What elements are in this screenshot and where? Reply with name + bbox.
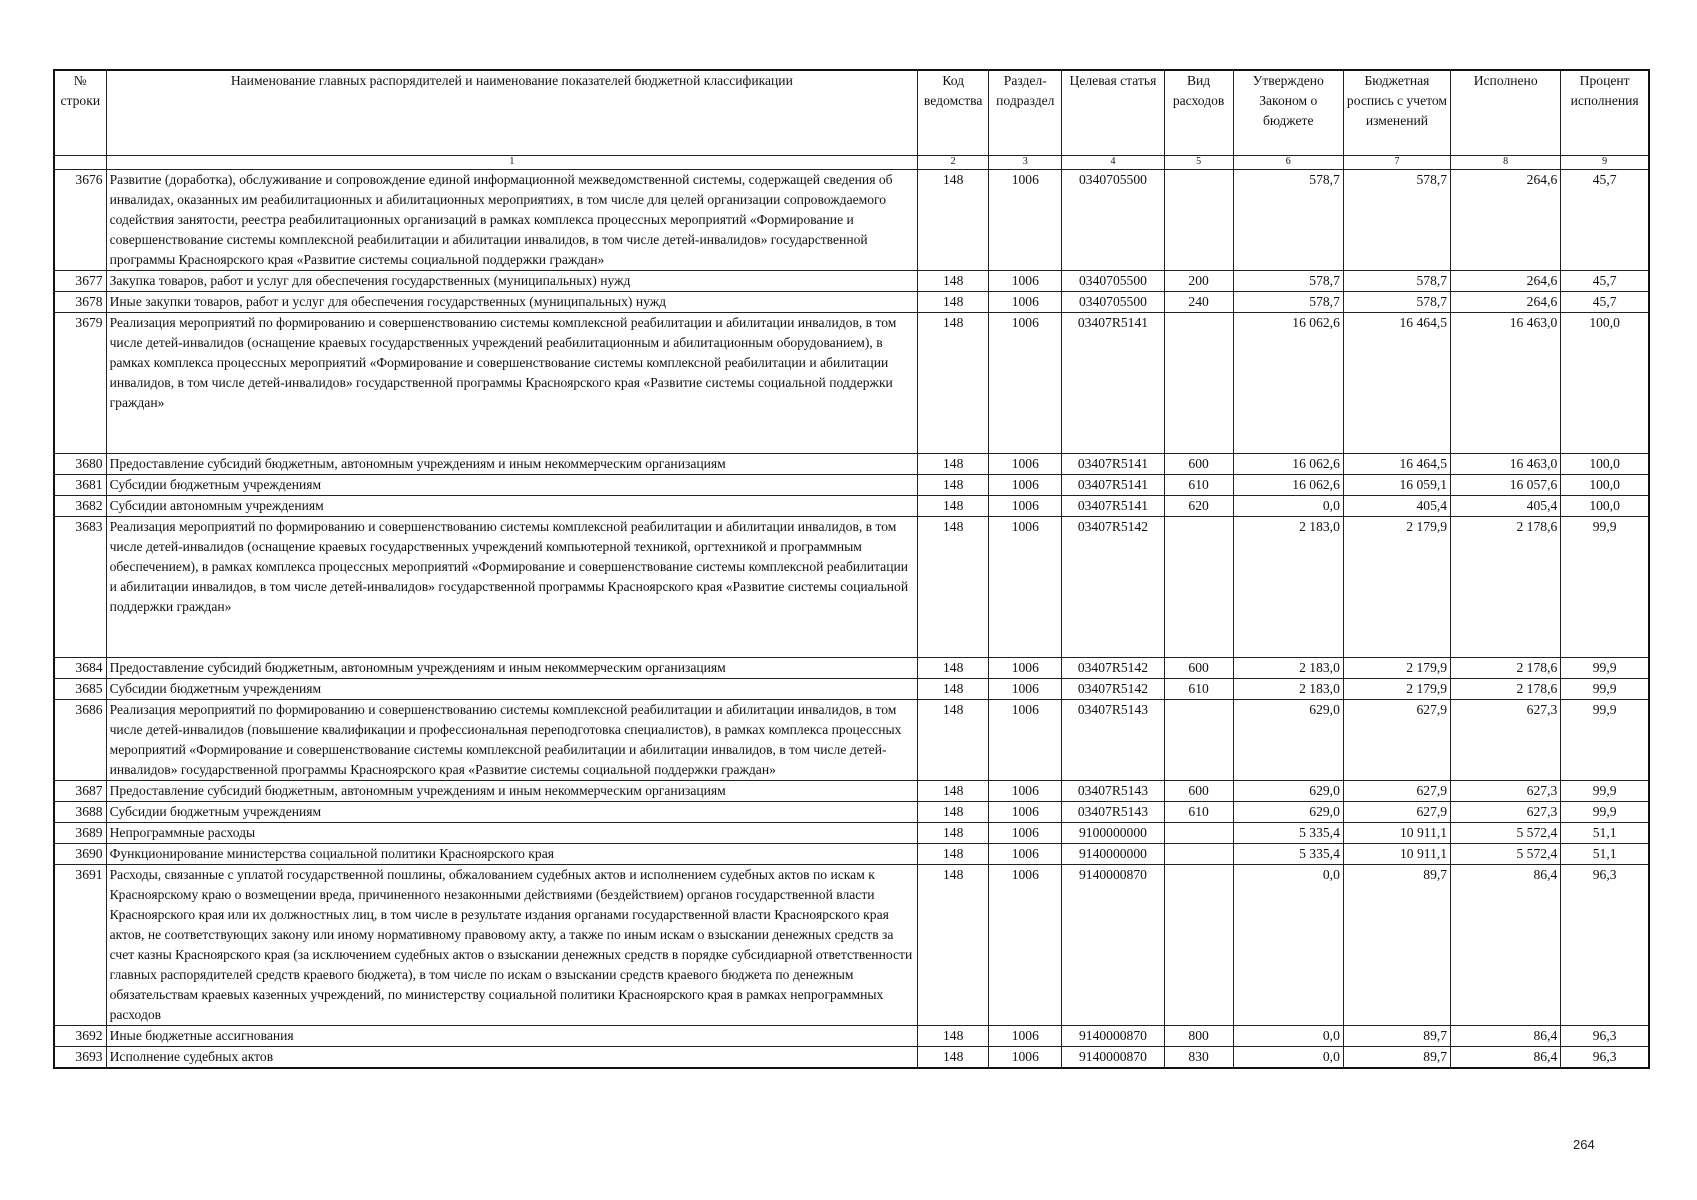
row-percent: 51,1 xyxy=(1561,844,1649,865)
table-header xyxy=(54,70,1649,170)
row-expense-type xyxy=(1164,865,1233,1026)
row-agency-code: 148 xyxy=(918,679,989,700)
row-name: Предоставление субсидий бюджетным, автономным учреждениям и иным некоммерческим организациям xyxy=(106,781,918,802)
row-number: 3682 xyxy=(54,496,106,517)
header-expense-type: Вид расходов xyxy=(1164,70,1233,156)
row-executed: 86,4 xyxy=(1451,1026,1561,1047)
row-approved: 629,0 xyxy=(1233,700,1343,781)
row-target: 03407R5142 xyxy=(1062,679,1164,700)
row-executed: 627,3 xyxy=(1451,781,1561,802)
row-name: Реализация мероприятий по формированию и совершенствованию системы комплексной реабилитации и абилитации инвалидов, в том числе детей-инвалидов (повышение квалификации и профессиональная переподготовка специалистов), в рамках комплекса процессных мероприятий «Формирование и совершенствование системы комплексной реабилитации и абилитации инвалидов, в том числе детей-инвалидов» государственной программы Красноярского края «Развитие системы социальной поддержки граждан» xyxy=(106,700,918,781)
row-percent: 100,0 xyxy=(1561,475,1649,496)
row-number: 3683 xyxy=(54,517,106,658)
table-body xyxy=(54,170,1649,1069)
table-row xyxy=(54,170,1649,271)
row-approved: 2 183,0 xyxy=(1233,517,1343,658)
row-percent: 96,3 xyxy=(1561,1026,1649,1047)
row-executed: 2 178,6 xyxy=(1451,658,1561,679)
row-executed: 16 463,0 xyxy=(1451,313,1561,454)
row-agency-code: 148 xyxy=(918,496,989,517)
row-agency-code: 148 xyxy=(918,1026,989,1047)
row-approved: 629,0 xyxy=(1233,802,1343,823)
row-budget: 16 464,5 xyxy=(1343,454,1450,475)
row-section: 1006 xyxy=(989,802,1062,823)
row-approved: 16 062,6 xyxy=(1233,313,1343,454)
row-expense-type: 600 xyxy=(1164,781,1233,802)
header-executed: Исполнено xyxy=(1451,70,1561,156)
row-name: Непрограммные расходы xyxy=(106,823,918,844)
table-row xyxy=(54,700,1649,781)
row-section: 1006 xyxy=(989,658,1062,679)
row-percent: 99,9 xyxy=(1561,802,1649,823)
header-approved: Утверждено Законом о бюджете xyxy=(1233,70,1343,156)
row-agency-code: 148 xyxy=(918,844,989,865)
row-agency-code: 148 xyxy=(918,1047,989,1069)
row-budget: 578,7 xyxy=(1343,170,1450,271)
row-target: 0340705500 xyxy=(1062,271,1164,292)
row-agency-code: 148 xyxy=(918,865,989,1026)
row-number: 3687 xyxy=(54,781,106,802)
row-number: 3689 xyxy=(54,823,106,844)
row-budget: 2 179,9 xyxy=(1343,658,1450,679)
row-name: Иные бюджетные ассигнования xyxy=(106,1026,918,1047)
row-expense-type xyxy=(1164,823,1233,844)
row-agency-code: 148 xyxy=(918,700,989,781)
row-expense-type: 830 xyxy=(1164,1047,1233,1069)
row-percent: 99,9 xyxy=(1561,517,1649,658)
row-section: 1006 xyxy=(989,454,1062,475)
row-expense-type xyxy=(1164,700,1233,781)
row-executed: 86,4 xyxy=(1451,865,1561,1026)
row-approved: 578,7 xyxy=(1233,170,1343,271)
header-agency-code: Код ведомства xyxy=(918,70,989,156)
row-approved: 629,0 xyxy=(1233,781,1343,802)
table-row xyxy=(54,781,1649,802)
row-number: 3678 xyxy=(54,292,106,313)
row-percent: 45,7 xyxy=(1561,170,1649,271)
table-row xyxy=(54,475,1649,496)
row-section: 1006 xyxy=(989,271,1062,292)
row-budget: 16 464,5 xyxy=(1343,313,1450,454)
row-expense-type: 610 xyxy=(1164,475,1233,496)
row-number: 3685 xyxy=(54,679,106,700)
row-expense-type: 600 xyxy=(1164,658,1233,679)
row-approved: 5 335,4 xyxy=(1233,844,1343,865)
header-name: Наименование главных распорядителей и наименование показателей бюджетной классификации xyxy=(106,70,918,156)
table-row xyxy=(54,823,1649,844)
row-target: 03407R5143 xyxy=(1062,781,1164,802)
table-row xyxy=(54,313,1649,454)
row-expense-type: 600 xyxy=(1164,454,1233,475)
header-percent: Процент исполнения xyxy=(1561,70,1649,156)
row-target: 9100000000 xyxy=(1062,823,1164,844)
table-row xyxy=(54,496,1649,517)
row-section: 1006 xyxy=(989,475,1062,496)
row-number: 3690 xyxy=(54,844,106,865)
row-approved: 2 183,0 xyxy=(1233,679,1343,700)
row-section: 1006 xyxy=(989,496,1062,517)
row-target: 03407R5143 xyxy=(1062,802,1164,823)
row-name: Расходы, связанные с уплатой государственной пошлины, обжалованием судебных актов и исполнением судебных актов по искам к Красноярскому краю о возмещении вреда, причиненного незаконными действиями (бездействием) органов государственной власти Красноярского края или их должностных лиц, в том числе в результате издания органами государственной власти Красноярского края актов, не соответствующих закону или иному нормативному правовому акту, а также по иным искам о взыскании денежных средств за счет казны Красноярского края (за исключением судебных актов о взыскании денежных средств в порядке субсидиарной ответственности главных распорядителей средств краевого бюджета), в том числе по искам о взыскании средств краевого бюджета по денежным обязательствам краевых казенных учреждений, по министерству социальной политики Красноярского края в рамках непрограммных расходов xyxy=(106,865,918,1026)
row-name: Реализация мероприятий по формированию и совершенствованию системы комплексной реабилитации и абилитации инвалидов, в том числе детей-инвалидов (оснащение краевых государственных учреждений компьютерной техникой, оргтехникой и программным обеспечением), в рамках комплекса процессных мероприятий «Формирование и совершенствование системы комплексной реабилитации и абилитации инвалидов, в том числе детей-инвалидов» государственной программы Красноярского края «Развитие системы социальной поддержки граждан» xyxy=(106,517,918,658)
row-target: 9140000870 xyxy=(1062,865,1164,1026)
row-percent: 45,7 xyxy=(1561,271,1649,292)
row-expense-type: 200 xyxy=(1164,271,1233,292)
row-target: 0340705500 xyxy=(1062,292,1164,313)
row-number: 3679 xyxy=(54,313,106,454)
row-name: Закупка товаров, работ и услуг для обеспечения государственных (муниципальных) нужд xyxy=(106,271,918,292)
row-approved: 2 183,0 xyxy=(1233,658,1343,679)
row-percent: 45,7 xyxy=(1561,292,1649,313)
row-number: 3676 xyxy=(54,170,106,271)
row-approved: 0,0 xyxy=(1233,1026,1343,1047)
row-section: 1006 xyxy=(989,313,1062,454)
column-number: 5 xyxy=(1164,156,1233,170)
column-number: 9 xyxy=(1561,156,1649,170)
table-row xyxy=(54,802,1649,823)
table-row xyxy=(54,292,1649,313)
row-approved: 0,0 xyxy=(1233,496,1343,517)
column-number: 6 xyxy=(1233,156,1343,170)
row-number: 3680 xyxy=(54,454,106,475)
row-budget: 578,7 xyxy=(1343,292,1450,313)
row-target: 03407R5141 xyxy=(1062,475,1164,496)
row-target: 9140000870 xyxy=(1062,1047,1164,1069)
row-number: 3693 xyxy=(54,1047,106,1069)
row-executed: 627,3 xyxy=(1451,802,1561,823)
row-number: 3677 xyxy=(54,271,106,292)
row-section: 1006 xyxy=(989,823,1062,844)
row-expense-type xyxy=(1164,313,1233,454)
row-name: Реализация мероприятий по формированию и совершенствованию системы комплексной реабилитации и абилитации инвалидов, в том числе детей-инвалидов (оснащение краевых государственных учреждений реабилитационным и абилитационным оборудованием), в рамках комплекса процессных мероприятий «Формирование и совершенствование системы комплексной реабилитации и абилитации инвалидов, в том числе детей-инвалидов» государственной программы Красноярского края «Развитие системы социальной поддержки граждан» xyxy=(106,313,918,454)
row-agency-code: 148 xyxy=(918,475,989,496)
row-expense-type xyxy=(1164,170,1233,271)
row-budget: 89,7 xyxy=(1343,1026,1450,1047)
row-target: 03407R5143 xyxy=(1062,700,1164,781)
row-budget: 10 911,1 xyxy=(1343,823,1450,844)
row-section: 1006 xyxy=(989,844,1062,865)
column-number: 1 xyxy=(106,156,918,170)
row-approved: 0,0 xyxy=(1233,1047,1343,1069)
row-section: 1006 xyxy=(989,1047,1062,1069)
row-number: 3681 xyxy=(54,475,106,496)
row-name: Функционирование министерства социальной политики Красноярского края xyxy=(106,844,918,865)
row-target: 03407R5141 xyxy=(1062,313,1164,454)
row-agency-code: 148 xyxy=(918,517,989,658)
row-percent: 99,9 xyxy=(1561,658,1649,679)
row-executed: 86,4 xyxy=(1451,1047,1561,1069)
row-percent: 99,9 xyxy=(1561,781,1649,802)
row-name: Субсидии автономным учреждениям xyxy=(106,496,918,517)
table-row xyxy=(54,454,1649,475)
row-expense-type xyxy=(1164,844,1233,865)
column-number: 8 xyxy=(1451,156,1561,170)
row-section: 1006 xyxy=(989,292,1062,313)
row-agency-code: 148 xyxy=(918,454,989,475)
row-name: Развитие (доработка), обслуживание и сопровождение единой информационной межведомственной системы, содержащей сведения об инвалидах, оказанных им реабилитационных и абилитационных мероприятиях, в том числе для целей организации сопровождаемого содействия занятости, реестра реабилитационных организаций в рамках комплекса процессных мероприятий «Формирование и совершенствование системы комплексной реабилитации и абилитации инвалидов, в том числе детей-инвалидов» государственной программы Красноярского края «Развитие системы социальной поддержки граждан» xyxy=(106,170,918,271)
row-section: 1006 xyxy=(989,679,1062,700)
row-executed: 16 463,0 xyxy=(1451,454,1561,475)
row-budget: 2 179,9 xyxy=(1343,517,1450,658)
row-section: 1006 xyxy=(989,781,1062,802)
row-expense-type: 610 xyxy=(1164,679,1233,700)
row-percent: 100,0 xyxy=(1561,496,1649,517)
row-agency-code: 148 xyxy=(918,802,989,823)
row-budget: 2 179,9 xyxy=(1343,679,1450,700)
row-agency-code: 148 xyxy=(918,658,989,679)
table-row xyxy=(54,517,1649,658)
row-executed: 2 178,6 xyxy=(1451,679,1561,700)
row-expense-type: 800 xyxy=(1164,1026,1233,1047)
row-expense-type: 610 xyxy=(1164,802,1233,823)
row-target: 9140000000 xyxy=(1062,844,1164,865)
row-budget: 627,9 xyxy=(1343,781,1450,802)
row-budget: 627,9 xyxy=(1343,700,1450,781)
row-name: Субсидии бюджетным учреждениям xyxy=(106,679,918,700)
row-agency-code: 148 xyxy=(918,313,989,454)
row-executed: 627,3 xyxy=(1451,700,1561,781)
row-agency-code: 148 xyxy=(918,781,989,802)
budget-table xyxy=(53,69,1650,1069)
row-executed: 2 178,6 xyxy=(1451,517,1561,658)
column-number: 2 xyxy=(918,156,989,170)
row-agency-code: 148 xyxy=(918,170,989,271)
row-target: 0340705500 xyxy=(1062,170,1164,271)
row-name: Иные закупки товаров, работ и услуг для обеспечения государственных (муниципальных) нужд xyxy=(106,292,918,313)
row-number: 3684 xyxy=(54,658,106,679)
row-approved: 16 062,6 xyxy=(1233,454,1343,475)
header-budget-list: Бюджетная роспись с учетом изменений xyxy=(1343,70,1450,156)
table-row xyxy=(54,271,1649,292)
row-percent: 51,1 xyxy=(1561,823,1649,844)
row-approved: 578,7 xyxy=(1233,292,1343,313)
header-row-no: № строки xyxy=(54,70,106,156)
row-percent: 99,9 xyxy=(1561,679,1649,700)
header-target: Целевая статья xyxy=(1062,70,1164,156)
row-expense-type: 240 xyxy=(1164,292,1233,313)
row-name: Предоставление субсидий бюджетным, автономным учреждениям и иным некоммерческим организациям xyxy=(106,658,918,679)
row-agency-code: 148 xyxy=(918,271,989,292)
row-expense-type: 620 xyxy=(1164,496,1233,517)
row-executed: 264,6 xyxy=(1451,271,1561,292)
row-section: 1006 xyxy=(989,865,1062,1026)
row-executed: 5 572,4 xyxy=(1451,844,1561,865)
row-budget: 89,7 xyxy=(1343,865,1450,1026)
row-agency-code: 148 xyxy=(918,292,989,313)
row-executed: 5 572,4 xyxy=(1451,823,1561,844)
row-number: 3692 xyxy=(54,1026,106,1047)
row-executed: 405,4 xyxy=(1451,496,1561,517)
row-budget: 578,7 xyxy=(1343,271,1450,292)
row-target: 9140000870 xyxy=(1062,1026,1164,1047)
row-section: 1006 xyxy=(989,1026,1062,1047)
table-row xyxy=(54,658,1649,679)
header-section: Раздел-подраздел xyxy=(989,70,1062,156)
row-percent: 99,9 xyxy=(1561,700,1649,781)
table-row xyxy=(54,679,1649,700)
row-target: 03407R5141 xyxy=(1062,454,1164,475)
row-budget: 627,9 xyxy=(1343,802,1450,823)
column-number: 7 xyxy=(1343,156,1450,170)
page-number: 264 xyxy=(1573,1137,1595,1152)
row-executed: 264,6 xyxy=(1451,292,1561,313)
column-number: 3 xyxy=(989,156,1062,170)
row-name: Исполнение судебных актов xyxy=(106,1047,918,1069)
row-target: 03407R5142 xyxy=(1062,517,1164,658)
row-number: 3686 xyxy=(54,700,106,781)
row-name: Субсидии бюджетным учреждениям xyxy=(106,475,918,496)
row-percent: 100,0 xyxy=(1561,313,1649,454)
row-percent: 100,0 xyxy=(1561,454,1649,475)
table-row xyxy=(54,1047,1649,1069)
row-budget: 16 059,1 xyxy=(1343,475,1450,496)
table-row xyxy=(54,1026,1649,1047)
row-budget: 10 911,1 xyxy=(1343,844,1450,865)
row-section: 1006 xyxy=(989,700,1062,781)
table-row xyxy=(54,844,1649,865)
row-name: Субсидии бюджетным учреждениям xyxy=(106,802,918,823)
row-number: 3688 xyxy=(54,802,106,823)
row-name: Предоставление субсидий бюджетным, автономным учреждениям и иным некоммерческим организациям xyxy=(106,454,918,475)
row-approved: 578,7 xyxy=(1233,271,1343,292)
row-budget: 89,7 xyxy=(1343,1047,1450,1069)
row-section: 1006 xyxy=(989,517,1062,658)
row-approved: 0,0 xyxy=(1233,865,1343,1026)
row-percent: 96,3 xyxy=(1561,865,1649,1026)
table-row xyxy=(54,865,1649,1026)
row-number: 3691 xyxy=(54,865,106,1026)
column-number xyxy=(54,156,106,170)
column-number: 4 xyxy=(1062,156,1164,170)
row-approved: 5 335,4 xyxy=(1233,823,1343,844)
row-expense-type xyxy=(1164,517,1233,658)
row-budget: 405,4 xyxy=(1343,496,1450,517)
row-target: 03407R5141 xyxy=(1062,496,1164,517)
row-executed: 264,6 xyxy=(1451,170,1561,271)
row-percent: 96,3 xyxy=(1561,1047,1649,1069)
row-approved: 16 062,6 xyxy=(1233,475,1343,496)
row-target: 03407R5142 xyxy=(1062,658,1164,679)
row-executed: 16 057,6 xyxy=(1451,475,1561,496)
row-agency-code: 148 xyxy=(918,823,989,844)
row-section: 1006 xyxy=(989,170,1062,271)
